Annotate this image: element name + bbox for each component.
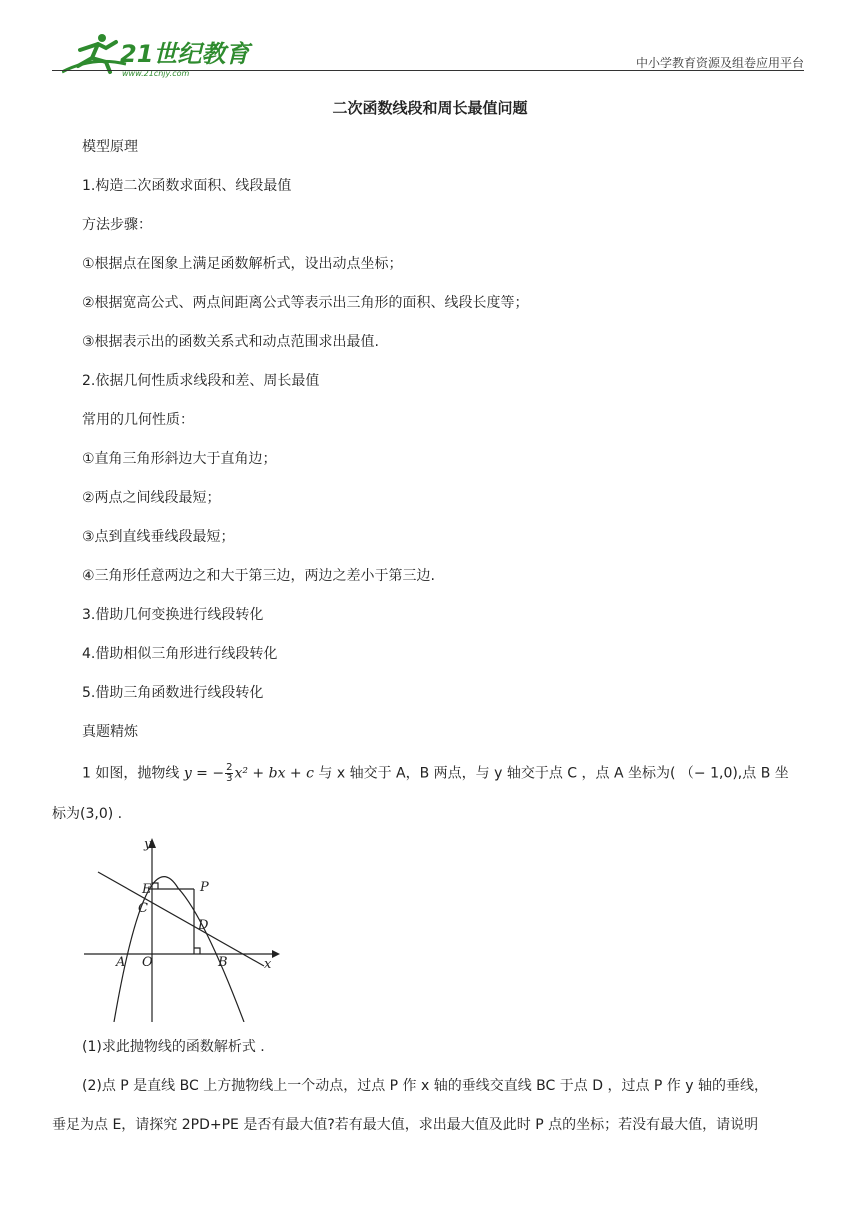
text-line: ④三角形任意两边之和大于第三边，两边之差小于第三边. xyxy=(82,568,435,584)
equation-fraction xyxy=(225,763,233,784)
text-line: ③点到直线垂线段最短； xyxy=(82,529,235,545)
text-line: ②根据宽高公式、两点间距离公式等表示出三角形的面积、线段长度等； xyxy=(82,295,529,311)
label-x: x xyxy=(264,957,272,972)
line-bc xyxy=(98,872,264,966)
question-2-line-1: (2)点 P 是直线 BC 上方抛物线上一个动点，过点 P 作 x 轴的垂线交直线 BC 于点 D ，过点 P 作 y 轴的垂线， xyxy=(82,1078,768,1094)
label-a: A xyxy=(116,955,126,970)
text-line: ①直角三角形斜边大于直角边； xyxy=(82,451,277,467)
label-e: E xyxy=(142,882,152,897)
problem-text: 与 x 轴交于 A，B 两点，与 y 轴交于点 C ，点 A 坐标为( （− 1,0),点 B 坐 xyxy=(313,765,789,782)
text-line: 方法步骤： xyxy=(82,217,152,233)
header-platform-text: 中小学教育资源及组卷应用平台 xyxy=(635,56,804,70)
label-b: B xyxy=(218,955,228,970)
text-line: 5.借助三角函数进行线段转化 xyxy=(82,685,264,701)
section-heading: 真题精炼 xyxy=(82,724,138,740)
problem-statement xyxy=(82,763,789,784)
document-title: 二次函数线段和周长最值问题 xyxy=(332,99,528,117)
logo-url: www.21cnjy.com xyxy=(122,69,190,78)
equation-right: x² + bx + c xyxy=(234,765,314,782)
text-line: 3.借助几何变换进行线段转化 xyxy=(82,607,264,623)
question-2-line-2: 垂足为点 E，请探究 2PD+PE 是否有最大值?若有最大值，求出最大值及此时 P 点的坐标；若没有最大值，请说明 xyxy=(52,1117,759,1133)
problem-intro: 1 如图，抛物线 xyxy=(82,765,184,782)
text-line: 1.构造二次函数求面积、线段最值 xyxy=(82,178,292,194)
page-header xyxy=(52,18,804,78)
x-axis-arrow xyxy=(272,950,280,958)
label-y: y xyxy=(144,837,152,852)
fraction-denominator: 3 xyxy=(226,773,233,784)
header-divider xyxy=(52,70,804,71)
label-c: C xyxy=(138,901,148,916)
text-line: 2.依据几何性质求线段和差、周长最值 xyxy=(82,373,320,389)
equation-left: y = − xyxy=(183,765,225,782)
logo-21cnjy xyxy=(62,28,282,84)
parabola-figure xyxy=(84,836,280,1022)
label-o: O xyxy=(142,955,153,970)
label-d: D xyxy=(198,918,209,933)
question-1: (1)求此抛物线的函数解析式 . xyxy=(82,1039,265,1055)
parabola-curve xyxy=(114,877,244,1022)
text-line: ③根据表示出的函数关系式和动点范围求出最值. xyxy=(82,334,379,350)
runner-logo-icon xyxy=(62,34,126,72)
logo-text: 21世纪教育 xyxy=(120,40,250,68)
right-angle-foot xyxy=(194,948,200,954)
text-line: 常用的几何性质： xyxy=(82,412,194,428)
section-heading: 模型原理 xyxy=(82,139,138,155)
fraction-numerator: 2 xyxy=(226,762,233,773)
text-line: ②两点之间线段最短； xyxy=(82,490,221,506)
problem-line-2: 标为(3,0) . xyxy=(52,806,123,822)
text-line: 4.借助相似三角形进行线段转化 xyxy=(82,646,278,662)
label-p: P xyxy=(200,880,209,895)
text-line: ①根据点在图象上满足函数解析式，设出动点坐标； xyxy=(82,256,403,272)
